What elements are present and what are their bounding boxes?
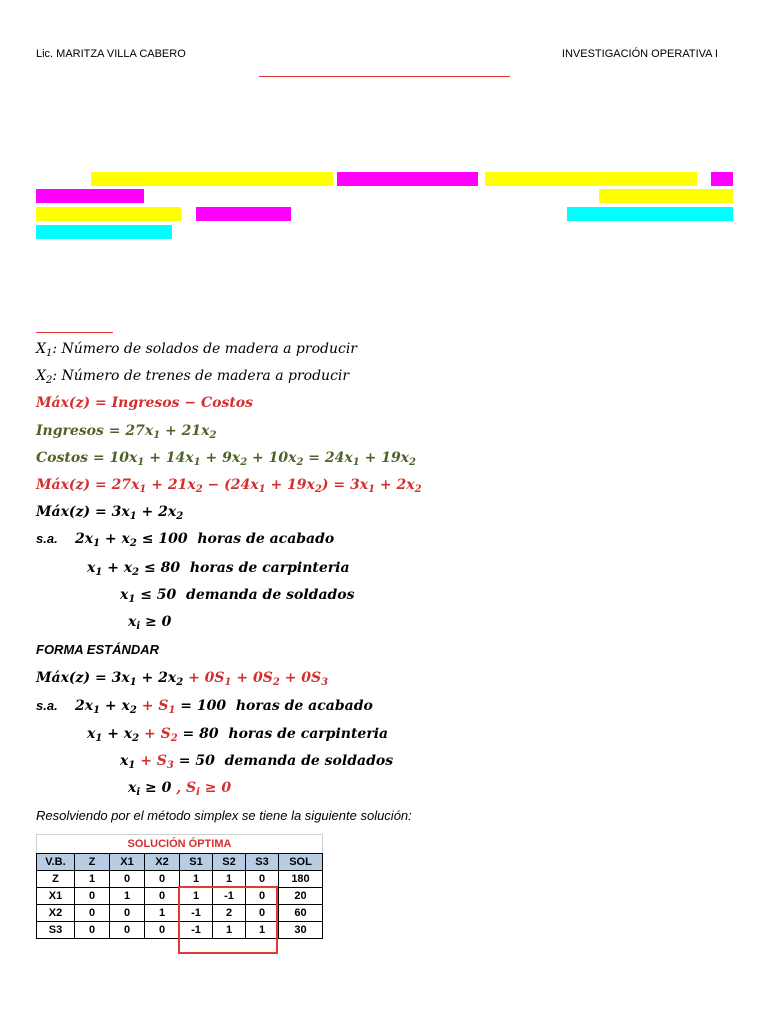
inverse-matrix-highlight bbox=[178, 886, 278, 954]
redaction-magenta bbox=[196, 207, 291, 221]
table-title: SOLUCIÓN ÓPTIMA bbox=[37, 835, 323, 854]
standard-nonneg: $x_i \ge 0$ , $S_i \ge 0$ bbox=[128, 780, 232, 798]
redaction-yellow bbox=[485, 172, 697, 186]
sa-label: s.a. bbox=[36, 531, 58, 546]
standard-constraint-2: $x_1 + x_2 + S_2 = 80$ horas de carpinteria bbox=[87, 726, 389, 744]
column-header: Z bbox=[75, 854, 110, 871]
table-cell: 1 bbox=[213, 871, 246, 888]
redaction-magenta bbox=[337, 172, 478, 186]
redaction-cyan bbox=[567, 207, 733, 221]
standard-objective: Máx(z) = $3x_1 + 2x_2 + 0S_1 + 0S_2 + 0S_3$ bbox=[36, 670, 329, 688]
table-cell: X1 bbox=[37, 888, 75, 905]
table-cell: 1 bbox=[246, 922, 279, 939]
table-cell: -1 bbox=[213, 888, 246, 905]
table-cell: 0 bbox=[75, 922, 110, 939]
table-cell: 1 bbox=[180, 871, 213, 888]
variable-x1-desc: Número de solados de madera a producir bbox=[61, 341, 357, 357]
table-cell: -1 bbox=[180, 922, 213, 939]
table-cell: 1 bbox=[75, 871, 110, 888]
standard-form-title: FORMA ESTÁNDAR bbox=[36, 642, 160, 657]
redaction-yellow bbox=[91, 172, 333, 186]
table-cell: 0 bbox=[110, 905, 145, 922]
column-header: V.B. bbox=[37, 854, 75, 871]
constraint-2: $x_1 + x_2 \le 80$ horas de carpinteria bbox=[87, 560, 350, 578]
table-cell: 0 bbox=[246, 871, 279, 888]
table-cell: 20 bbox=[279, 888, 323, 905]
header-author: Lic. MARITZA VILLA CABERO bbox=[36, 48, 186, 60]
table-cell: 0 bbox=[145, 888, 180, 905]
column-header: SOL bbox=[279, 854, 323, 871]
column-header: S2 bbox=[213, 854, 246, 871]
constraint-1: $2x_1 + x_2 \le 100$ horas de acabado bbox=[75, 531, 335, 549]
standard-constraint-2-desc: horas de carpinteria bbox=[228, 726, 389, 742]
table-cell: X2 bbox=[37, 905, 75, 922]
standard-constraint-3-desc: demanda de soldados bbox=[224, 753, 394, 769]
table-cell: 180 bbox=[279, 871, 323, 888]
constraint-nonneg: $x_i \ge 0$ bbox=[128, 614, 172, 632]
column-header: X1 bbox=[110, 854, 145, 871]
table-cell: Z bbox=[37, 871, 75, 888]
table-cell: 1 bbox=[180, 888, 213, 905]
column-header: S1 bbox=[180, 854, 213, 871]
table-cell: 0 bbox=[75, 888, 110, 905]
constraint-1-desc: horas de acabado bbox=[197, 531, 335, 547]
costos-equation: Costos = $10x_1 + 14x_1 + 9x_2 + 10x_2 = 24x_1 + 19x_2$ bbox=[36, 450, 416, 468]
table-cell: 0 bbox=[145, 922, 180, 939]
solution-intro: Resolviendo por el método simplex se tiene la siguiente solución: bbox=[36, 808, 412, 823]
constraint-2-desc: horas de carpinteria bbox=[189, 560, 350, 576]
table-cell: 0 bbox=[75, 905, 110, 922]
table-cell: 2 bbox=[213, 905, 246, 922]
variable-x1-line: $X_1$: Número de solados de madera a producir bbox=[36, 341, 357, 359]
table-cell: S3 bbox=[37, 922, 75, 939]
table-cell: 0 bbox=[145, 871, 180, 888]
redaction-magenta bbox=[36, 189, 144, 203]
variable-x2-desc: Número de trenes de madera a producir bbox=[61, 368, 350, 384]
redaction-yellow bbox=[599, 189, 733, 203]
table-cell: 1 bbox=[213, 922, 246, 939]
standard-constraint-3: $x_1 + S_3 = 50$ demanda de soldados bbox=[120, 753, 394, 771]
constraint-3: $x_1 \le 50$ demanda de soldados bbox=[120, 587, 355, 605]
table-cell: 1 bbox=[110, 888, 145, 905]
objective-function: Máx(z) = $3x_1 + 2x_2$ bbox=[36, 504, 184, 522]
column-header: X2 bbox=[145, 854, 180, 871]
table-cell: 1 bbox=[145, 905, 180, 922]
variable-x2-line: $X_2$: Número de trenes de madera a producir bbox=[36, 368, 350, 386]
table-cell: 0 bbox=[110, 922, 145, 939]
objective-definition: Máx(z) = Ingresos − Costos bbox=[36, 395, 254, 411]
constraint-3-desc: demanda de soldados bbox=[186, 587, 355, 603]
title-underline bbox=[259, 76, 510, 77]
table-cell: 0 bbox=[246, 905, 279, 922]
standard-constraint-1-desc: horas de acabado bbox=[235, 698, 373, 714]
section-underline bbox=[36, 332, 113, 333]
ingresos-equation: Ingresos = $27x_1 + 21x_2$ bbox=[36, 423, 217, 441]
redaction-yellow bbox=[36, 207, 181, 221]
sa-label-standard: s.a. bbox=[36, 698, 58, 713]
table-cell: 0 bbox=[246, 888, 279, 905]
objective-expanded: Máx(z) = $27x_1 + 21x_2 - (24x_1 + 19x_2) = 3x_1 + 2x_2$ bbox=[36, 477, 422, 495]
table-cell: 0 bbox=[110, 871, 145, 888]
table-row bbox=[37, 871, 323, 888]
header-course: INVESTIGACIÓN OPERATIVA I bbox=[561, 48, 718, 60]
table-cell: 60 bbox=[279, 905, 323, 922]
standard-constraint-1: $2x_1 + x_2 + S_1 = 100$ horas de acabado bbox=[75, 698, 373, 716]
table-cell: -1 bbox=[180, 905, 213, 922]
column-header: S3 bbox=[246, 854, 279, 871]
table-cell: 30 bbox=[279, 922, 323, 939]
redaction-magenta bbox=[711, 172, 733, 186]
redaction-cyan bbox=[36, 225, 172, 239]
